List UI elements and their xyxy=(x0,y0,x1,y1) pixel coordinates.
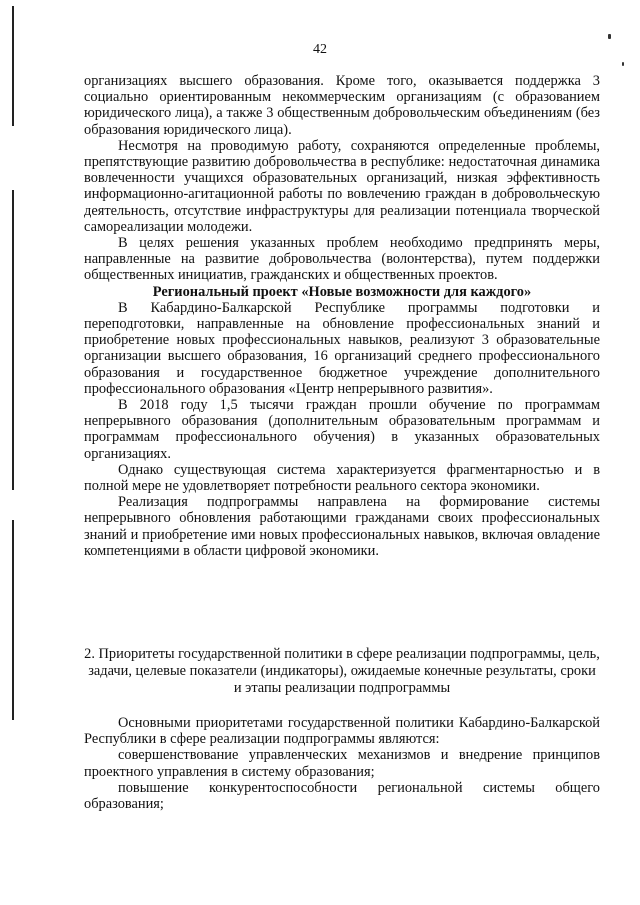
scan-speck xyxy=(622,62,624,66)
paragraph: Реализация подпрограммы направлена на формирование системы непрерывного обновления работающими гражданами своих профессиональных знаний и приобретение ими новых профессиональных навыков, включая овладение компетенциями в области цифровой экономики. xyxy=(84,494,600,559)
scan-edge-line xyxy=(12,520,14,720)
project-heading: Региональный проект «Новые возможности для каждого» xyxy=(152,283,532,300)
body-text-top xyxy=(84,73,600,559)
list-item: повышение конкурентоспособности региональной системы общего образования; xyxy=(84,779,600,813)
paragraph: Основными приоритетами государственной политики Кабардино-Балкарской Республики в сфере реализации подпрограммы являются: xyxy=(84,715,600,748)
list-item: совершенствование управленческих механизмов и внедрение принципов проектного управления в систему образования; xyxy=(84,747,600,780)
scan-speck xyxy=(608,34,611,39)
scan-edge-line xyxy=(12,190,14,490)
body-text-bottom xyxy=(84,715,600,812)
paragraph: В целях решения указанных проблем необходимо предпринять меры, направленные на развитие добровольчества (волонтерства), путем поддержки общественных инициатив, гражданских и общественных проектов. xyxy=(84,235,600,284)
paragraph: В 2018 году 1,5 тысячи граждан прошли обучение по программам непрерывного образования (дополнительным образовательным программам и программам профессионального обучения) в указанных образовательных организациях. xyxy=(84,397,600,462)
paragraph: организациях высшего образования. Кроме того, оказывается поддержка 3 социально ориентированным некоммерческим организациям (с образованием юридического лица), а также 3 общественным добровольческим объединениям (без образования юридического лица). xyxy=(84,73,600,138)
page-number: 42 xyxy=(313,42,327,57)
scan-edge-line xyxy=(12,6,14,126)
section-title: 2. Приоритеты государственной политики в сфере реализации подпрограммы, цель, задачи, целевые показатели (индикаторы), ожидаемые конечные результаты, сроки и этапы реализации подпрограммы xyxy=(84,646,600,696)
paragraph: Однако существующая система характеризуется фрагментарностью и в полной мере не удовлетворяет потребности реального сектора экономики. xyxy=(84,461,600,495)
paragraph: Несмотря на проводимую работу, сохраняются определенные проблемы, препятствующие развитию добровольчества в республике: недостаточная динамика вовлеченности учащихся образовательных организаций, низкая эффективность информационно-агитационной работы по вовлечению граждан в добровольческую деятельность, отсутствие инфраструктуры для реализации потенциала творческой самореализации молодежи. xyxy=(84,137,600,235)
paragraph: В Кабардино-Балкарской Республике программы подготовки и переподготовки, направленные на обновление профессиональных знаний и приобретение новых профессиональных навыков, реализуют 3 образовательные организации высшего образования, 16 организаций среднего профессионального образования и государственное бюджетное учреждение дополнительного профессионального образования «Центр непрерывного развития». xyxy=(84,299,600,397)
